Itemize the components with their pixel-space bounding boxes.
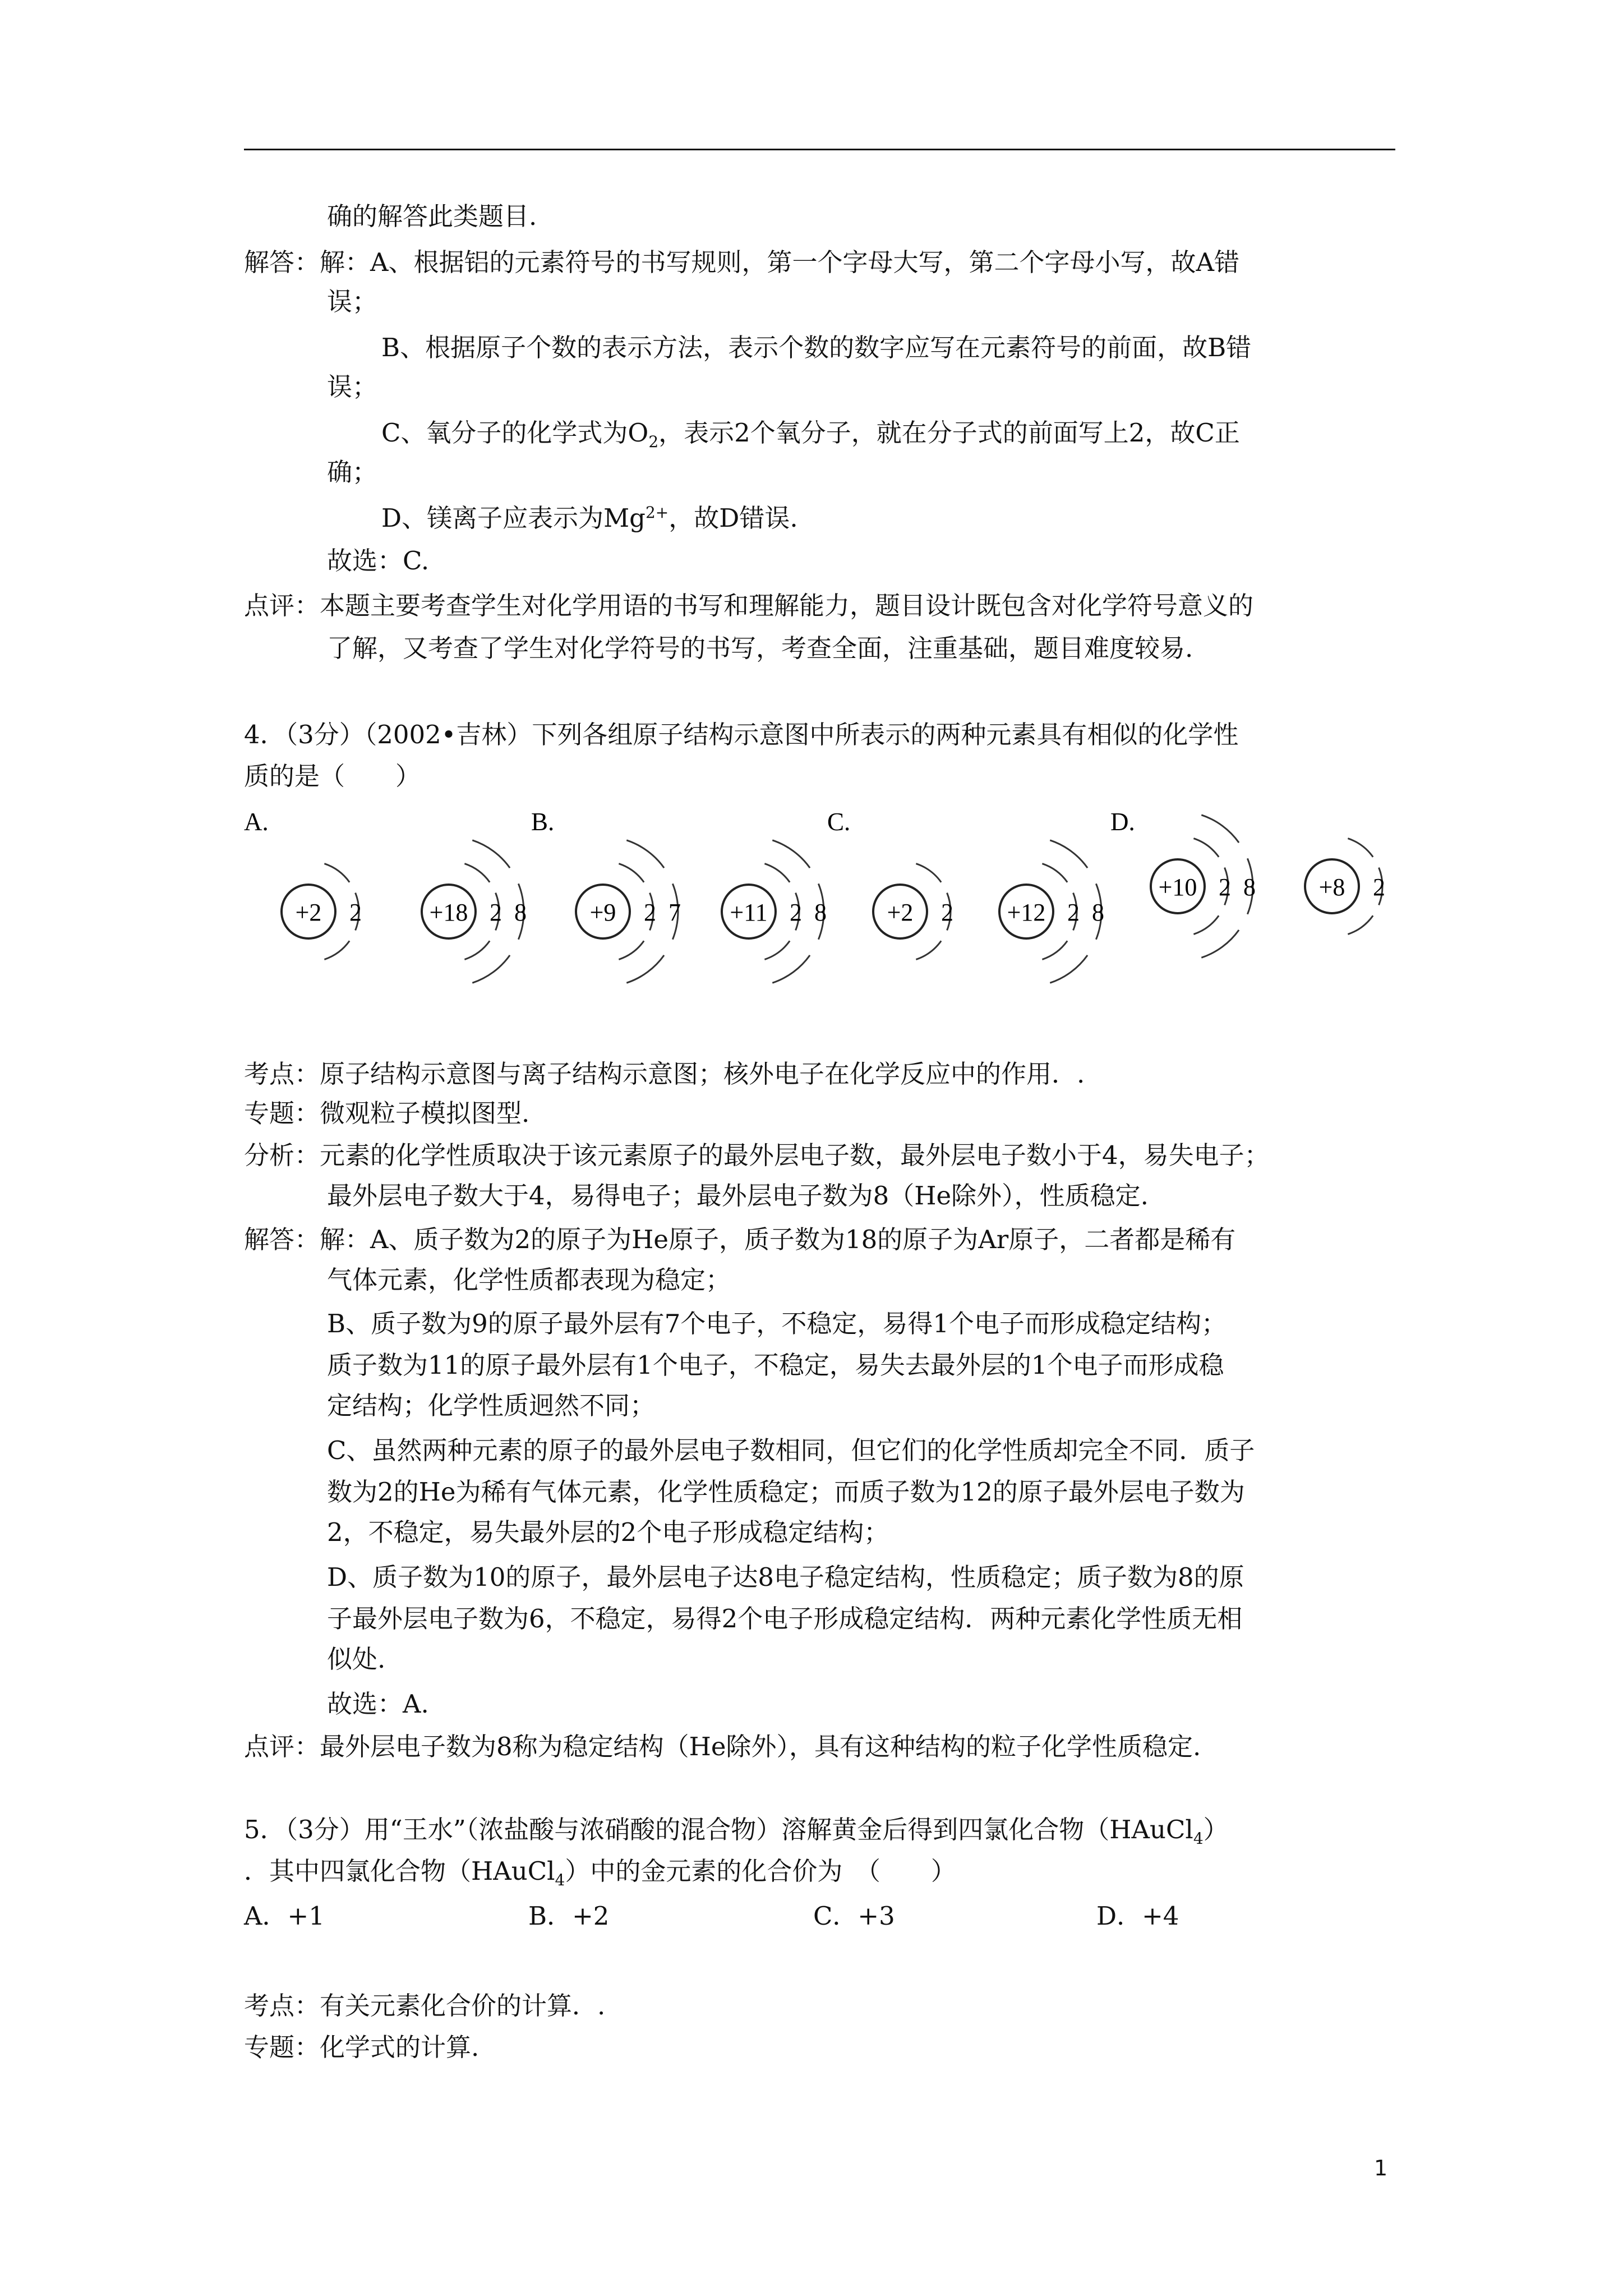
- electron-shell-arc: [916, 941, 941, 959]
- electron-shell-arc: [772, 840, 810, 868]
- nucleus-charge: +9: [589, 899, 616, 926]
- q4-comment: 点评：最外层电子数为8称为稳定结构（He除外），具有这种结构的粒子化学性质稳定.: [244, 1732, 1201, 1761]
- electron-shell-arc: [1050, 840, 1087, 868]
- atom-diagram: [422, 840, 527, 983]
- q3-answer-line: 确；: [327, 457, 378, 487]
- option-label-d: D.: [1110, 808, 1135, 836]
- q4-analysis-line: 最外层电子数大于4，易得电子；最外层电子数为8（He除外），性质稳定.: [327, 1181, 1149, 1211]
- option-label-c: C.: [827, 808, 851, 836]
- electron-shell-arc: [1042, 864, 1067, 882]
- option-label-b: B.: [531, 808, 555, 836]
- header-rule: [244, 149, 1395, 150]
- nucleus-charge: +10: [1158, 873, 1197, 901]
- q4-answer-line: 气体元素，化学性质都表现为稳定；: [327, 1265, 731, 1295]
- electron-shell-arc: [619, 941, 644, 959]
- q3-choice: 故选：C.: [327, 546, 430, 576]
- electron-shell-arc: [764, 864, 790, 882]
- electron-shell-arc: [1201, 930, 1239, 958]
- q5-zhuanti: 专题：化学式的计算.: [244, 2032, 479, 2062]
- q3-answer-line: 误；: [327, 372, 378, 402]
- electron-shell-arc: [1201, 815, 1239, 843]
- electron-shell-arc: [1050, 955, 1087, 983]
- electron-shell-arc: [764, 941, 790, 959]
- atom-diagram: [1151, 815, 1256, 958]
- shell-electron-count: 2: [349, 899, 362, 926]
- q5-option-d: D．+4: [1096, 1901, 1179, 1931]
- q4-answer-line: 2，不稳定，易失最外层的2个电子形成稳定结构；: [327, 1517, 889, 1547]
- q4-answer-line: 子最外层电子数为6，不稳定，易得2个电子形成稳定结构．两种元素化学性质无相: [327, 1604, 1243, 1634]
- q3-answer-line: C、氧分子的化学式为$O_2$，表示2个氧分子，就在分子式的前面写上2，故C正: [381, 418, 1240, 451]
- shell-electron-count: 8: [1243, 873, 1256, 901]
- atom-diagram: [999, 840, 1104, 983]
- nucleus-charge: +11: [730, 899, 768, 926]
- q3-answer-line: B、根据原子个数的表示方法，表示个数的数字应写在元素符号的前面，故B错: [381, 333, 1252, 362]
- atom-diagram: [1305, 839, 1385, 935]
- shell-electron-count: 8: [814, 899, 827, 926]
- q4-choice: 故选：A.: [327, 1689, 429, 1719]
- shell-electron-count: 8: [1092, 899, 1104, 926]
- q3-answer-line: 解答：解：A、根据铝的元素符号的书写规则，第一个字母大写，第二个字母小写，故A错: [244, 247, 1239, 277]
- q3-comment-line: 了解，又考查了学生对化学符号的书写，考查全面，注重基础，题目难度较易.: [327, 633, 1193, 663]
- shell-electron-count: 2: [790, 899, 802, 926]
- electron-shell-arc: [324, 941, 349, 959]
- q5-kaodian: 考点：有关元素化合价的计算．.: [244, 1991, 606, 2021]
- q5-option-b: B．+2: [528, 1901, 610, 1931]
- electron-shell-arc: [1348, 915, 1373, 934]
- q4-answer-line: 似处.: [327, 1644, 386, 1674]
- q5-stem-line: 5．（3分）用“王水”（浓盐酸与浓硝酸的混合物）溶解黄金后得到四氯化合物（HAuCl$_4$）: [244, 1815, 1229, 1848]
- atom-diagram: [722, 840, 827, 983]
- q4-kaodian: 考点：原子结构示意图与离子结构示意图；核外电子在化学反应中的作用．.: [244, 1059, 1085, 1089]
- q4-zhuanti: 专题：微观粒子模拟图型.: [244, 1098, 530, 1128]
- q4-answer-line: 数为2的He为稀有气体元素，化学性质稳定；而质子数为12的原子最外层电子数为: [327, 1477, 1245, 1507]
- q4-answer-line: 质子数为11的原子最外层有1个电子，不稳定，易失去最外层的1个电子而形成稳: [327, 1350, 1224, 1380]
- q3-comment-line: 点评：本题主要考查学生对化学用语的书写和理解能力，题目设计既包含对化学符号意义的: [244, 591, 1254, 620]
- electron-shell-arc: [772, 955, 810, 983]
- q4-answer-line: 定结构；化学性质迥然不同；: [327, 1391, 656, 1420]
- q3-answer-line: D、镁离子应表示为$Mg^{2+}$，故D错误.: [381, 503, 798, 533]
- electron-shell-arc: [464, 864, 490, 882]
- shell-electron-count: 8: [514, 899, 527, 926]
- shell-electron-count: 2: [1067, 899, 1080, 926]
- shell-electron-count: 2: [1219, 873, 1231, 901]
- q4-answer-line: C、虽然两种元素的原子的最外层电子数相同，但它们的化学性质却完全不同．质子: [327, 1435, 1255, 1465]
- electron-shell-arc: [324, 864, 349, 882]
- nucleus-charge: +2: [295, 899, 322, 926]
- q3-answer-line: 误；: [327, 287, 378, 316]
- atom-diagram: [576, 840, 681, 983]
- electron-shell-arc: [626, 955, 664, 983]
- q4-analysis-line: 分析：元素的化学性质取决于该元素原子的最外层电子数，最外层电子数小于4，易失电子；: [244, 1140, 1270, 1170]
- electron-shell-arc: [626, 840, 664, 868]
- nucleus-charge: +12: [1007, 899, 1046, 926]
- atom-structure-diagrams: [244, 797, 1395, 1004]
- shell-electron-count: 2: [1373, 873, 1385, 901]
- nucleus-charge: +2: [887, 899, 914, 926]
- electron-shell-arc: [619, 864, 644, 882]
- option-label-a: A.: [244, 808, 269, 836]
- electron-shell-arc: [464, 941, 490, 959]
- q5-option-a: A．+1: [244, 1901, 325, 1931]
- electron-shell-arc: [1193, 915, 1219, 934]
- shell-electron-count: 7: [668, 899, 681, 926]
- shell-electron-count: 2: [490, 899, 502, 926]
- atom-diagram: [873, 864, 953, 960]
- q4-answer-line: 解答：解：A、质子数为2的原子为He原子，质子数为18的原子为Ar原子，二者都是稀有: [244, 1225, 1236, 1254]
- q4-stem-line: 质的是（ ）: [244, 761, 421, 791]
- electron-shell-arc: [1348, 839, 1373, 857]
- electron-shell-arc: [472, 840, 510, 868]
- nucleus-charge: +8: [1318, 873, 1345, 901]
- q5-option-c: C．+3: [813, 1901, 895, 1931]
- q3-text-line: 确的解答此类题目.: [327, 201, 537, 231]
- shell-electron-count: 2: [644, 899, 656, 926]
- electron-shell-arc: [472, 955, 510, 983]
- electron-shell-arc: [1193, 839, 1219, 857]
- q4-stem-line: 4．（3分）（2002•吉林）下列各组原子结构示意图中所表示的两种元素具有相似的化学性: [244, 720, 1239, 749]
- shell-electron-count: 2: [941, 899, 953, 926]
- electron-shell-arc: [1042, 941, 1067, 959]
- atom-diagram: [282, 864, 362, 960]
- nucleus-charge: +18: [429, 899, 468, 926]
- q4-answer-line: D、质子数为10的原子，最外层电子达8电子稳定结构，性质稳定；质子数为8的原: [327, 1562, 1244, 1592]
- electron-shell-arc: [916, 864, 941, 882]
- page-number: 1: [1374, 2156, 1388, 2180]
- q5-stem-line: ．其中四氯化合物（HAuCl$_4$）中的金元素的化合价为 （ ）: [244, 1856, 956, 1889]
- q4-answer-line: B、质子数为9的原子最外层有7个电子，不稳定，易得1个电子而形成稳定结构；: [327, 1309, 1227, 1338]
